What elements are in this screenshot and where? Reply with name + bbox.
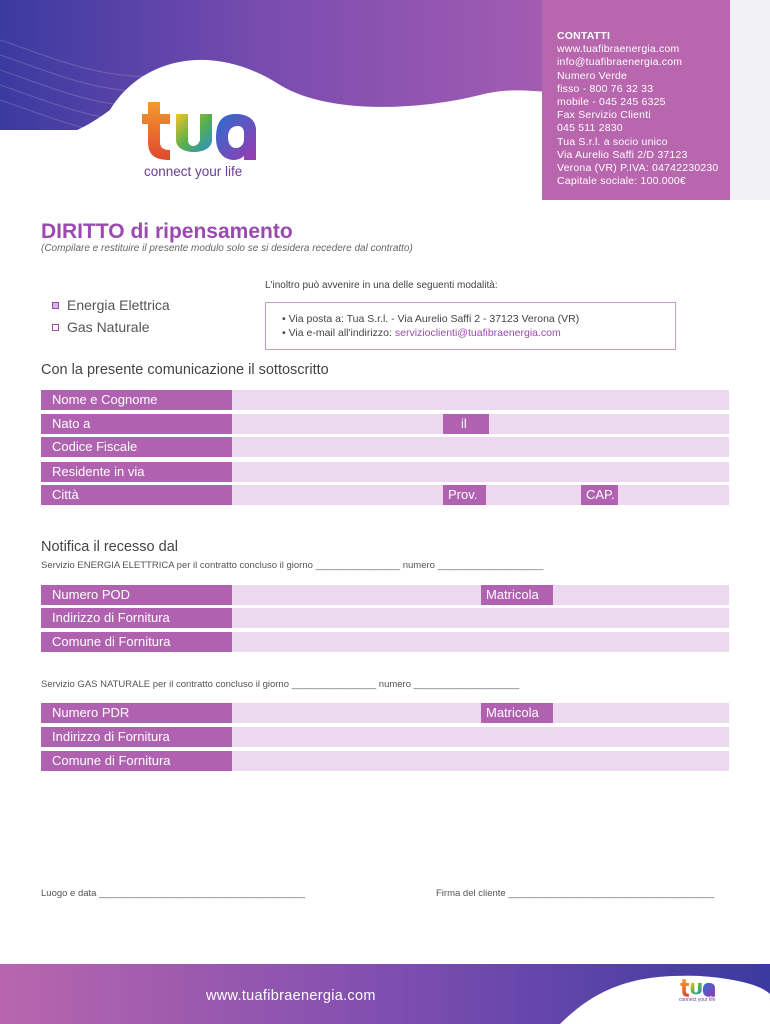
contact-line: Capitale sociale: 100.000€ (557, 175, 686, 188)
birthdate-label: il (443, 414, 489, 434)
footer-wave-graphic (0, 964, 770, 1024)
tua-logo-mark (140, 98, 260, 164)
address-label: Residente in via (41, 462, 232, 482)
birthplace-field[interactable] (41, 414, 729, 434)
header-right-edge (730, 0, 770, 200)
pdr-field[interactable] (41, 703, 729, 723)
contact-line: fisso - 800 76 32 33 (557, 82, 654, 95)
electric-supply-address-field[interactable] (41, 608, 729, 628)
city-label: Città (41, 485, 232, 505)
notice-heading: Notifica il recesso dal (41, 539, 178, 555)
contact-line: mobile - 045 245 6325 (557, 96, 666, 109)
delivery-methods-box (265, 302, 676, 350)
tua-logo (140, 98, 270, 179)
electric-supply-town-field[interactable] (41, 632, 729, 652)
post-method: • Via posta a: Tua S.r.l. - Via Aurelio Saffi 2 - 37123 Verona (VR) (282, 313, 580, 325)
pod-label: Numero POD (41, 585, 232, 605)
gas-supply-town-field[interactable] (41, 751, 729, 771)
electric-supply-address-label: Indirizzo di Fornitura (41, 608, 232, 628)
footer-tua-logo (678, 978, 720, 1008)
modal-intro: L'inoltro può avvenire in una delle seguenti modalità: (265, 280, 498, 291)
contact-line: Tua S.r.l. a socio unico (557, 135, 668, 148)
contact-title: CONTATTI (557, 30, 611, 42)
email-method-prefix: • Via e-mail all'indirizzo: (282, 327, 395, 339)
zip-label: CAP. (581, 485, 618, 505)
province-label: Prov. (443, 485, 486, 505)
contact-line: Numero Verde (557, 69, 628, 82)
checkbox-label: Gas Naturale (67, 319, 150, 335)
name-field[interactable] (41, 390, 729, 410)
pdr-label: Numero PDR (41, 703, 232, 723)
contact-website[interactable]: www.tuafibraenergia.com (557, 43, 680, 56)
email-method (282, 326, 675, 340)
electric-contract-line: Servizio ENERGIA ELETTRICA per il contratto concluso il giorno ________________ numero ____________________ (41, 560, 544, 571)
checkbox-energia-elettrica[interactable] (52, 297, 170, 313)
gas-supply-address-label: Indirizzo di Fornitura (41, 727, 232, 747)
footer-logo-tagline: connect your life (679, 997, 716, 1003)
electric-matricola-label: Matricola (481, 585, 553, 605)
electric-supply-town-label: Comune di Fornitura (41, 632, 232, 652)
contact-box (542, 0, 730, 200)
footer-logo-mark (678, 978, 718, 998)
fiscal-code-label: Codice Fiscale (41, 437, 232, 457)
address-field[interactable] (41, 462, 729, 482)
name-label: Nome e Cognome (41, 390, 232, 410)
contact-email[interactable]: info@tuafibraenergia.com (557, 56, 683, 69)
checkbox-checked[interactable] (52, 302, 59, 309)
contact-line: Verona (VR) P.IVA: 04742230230 (557, 162, 719, 175)
page-subtitle: (Compilare e restituire il presente modulo solo se si desidera recedere dal contratto) (41, 243, 413, 254)
footer-website-link[interactable]: www.tuafibraenergia.com (206, 988, 376, 1004)
contact-line: Fax Servizio Clienti (557, 109, 651, 122)
fiscal-code-field[interactable] (41, 437, 729, 457)
contact-line: Via Aurelio Saffi 2/D 37123 (557, 148, 688, 161)
gas-supply-town-label: Comune di Fornitura (41, 751, 232, 771)
logo-tagline: connect your life (144, 164, 243, 179)
checkbox-label: Energia Elettrica (67, 297, 170, 313)
gas-contract-line: Servizio GAS NATURALE per il contratto concluso il giorno ________________ numero ____________________ (41, 679, 520, 690)
city-field[interactable] (41, 485, 729, 505)
pod-field[interactable] (41, 585, 729, 605)
service-email-link[interactable]: servizioclienti@tuafibraenergia.com (394, 327, 561, 339)
signature-line[interactable]: Firma del cliente _______________________________________ (436, 888, 715, 899)
place-date-line[interactable]: Luogo e data _______________________________________ (41, 888, 306, 899)
footer-banner (0, 964, 770, 1024)
subscriber-heading: Con la presente comunicazione il sottoscritto (41, 362, 329, 378)
checkbox-gas-naturale[interactable] (52, 319, 149, 335)
contact-line: 045 511 2830 (557, 122, 623, 135)
birthplace-label: Nato a (41, 414, 232, 434)
checkbox-unchecked[interactable] (52, 324, 59, 331)
gas-matricola-label: Matricola (481, 703, 553, 723)
page-title: DIRITTO di ripensamento (41, 220, 293, 243)
gas-supply-address-field[interactable] (41, 727, 729, 747)
